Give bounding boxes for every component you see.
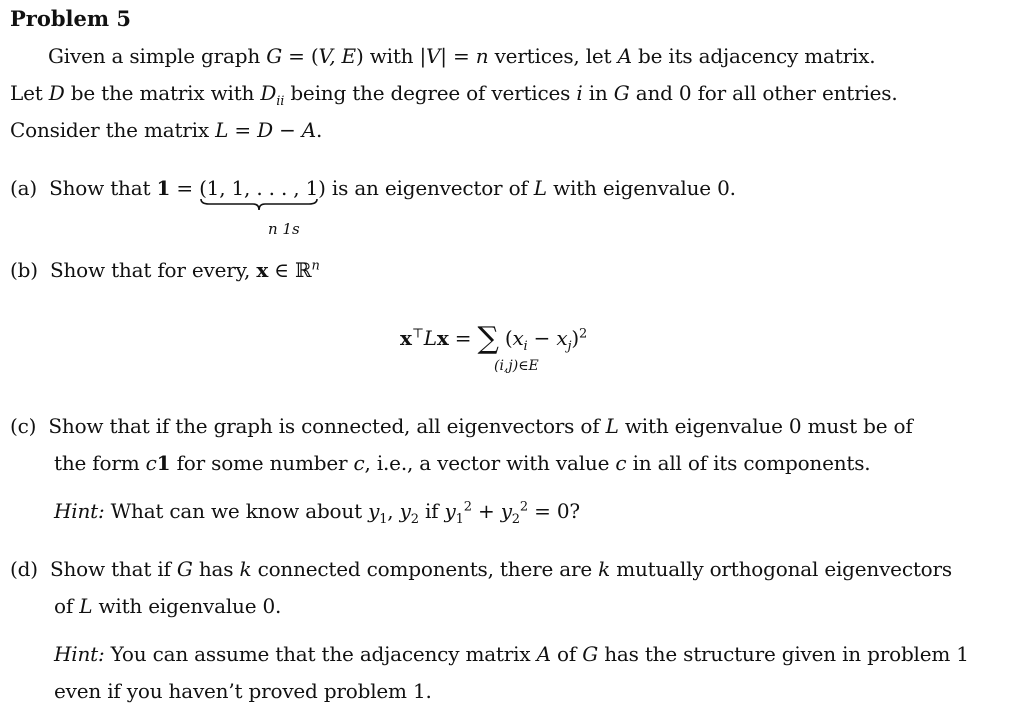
part-d-text: connected components, there are <box>257 557 592 581</box>
part-d-line-1: (d) Show that if G has k connected components, there are k mutually orthogonal eigenvectors <box>10 557 952 581</box>
part-a: (a) Show that 1 = (1, 1, . . . , 1) is an eigenvector of L with eigenvalue 0. <box>10 176 736 200</box>
intro-text: Given a simple graph <box>48 44 261 68</box>
part-a-text: with eigenvalue 0. <box>553 176 736 200</box>
intro-text: be the matrix with <box>70 81 255 105</box>
part-d-line-2: of L with eigenvalue 0. <box>54 594 282 618</box>
hint-text: What can we know about <box>110 499 362 523</box>
part-c-text: Show that if the graph is connected, all eigenvectors of <box>48 414 600 438</box>
intro-text: with <box>369 44 414 68</box>
part-a-text: Show that <box>49 176 151 200</box>
part-c-text: for some number <box>176 451 348 475</box>
ones-vector-text: (1, 1, . . . , 1) <box>199 176 326 200</box>
part-c-line-2: the form c1 for some number c, i.e., a vector with value c in all of its components. <box>54 451 871 475</box>
problem-title: Problem 5 <box>10 6 132 31</box>
hint-text: You can assume that the adjacency matrix <box>110 642 531 666</box>
part-d-hint-line-2: even if you haven’t proved problem 1. <box>54 679 432 703</box>
ones-vector <box>199 176 326 200</box>
intro-text: being the degree of vertices <box>290 81 571 105</box>
hint-text: if <box>424 499 439 523</box>
part-c-text: , i.e., a vector with value <box>364 451 610 475</box>
hint-label: Hint: <box>54 642 105 666</box>
part-d-label: (d) <box>10 557 38 581</box>
part-c-text: the form <box>54 451 140 475</box>
part-b-text: Show that for every, <box>49 258 251 282</box>
intro-text: Let <box>10 81 43 105</box>
part-b-label: (b) <box>10 258 38 282</box>
underbrace-icon <box>199 198 319 212</box>
summation-subscript: (i,j)∈E <box>494 358 539 374</box>
brace-label: n 1s <box>268 220 300 238</box>
part-d-text: mutually orthogonal eigenvectors <box>616 557 952 581</box>
part-c-text: in all of its components. <box>632 451 871 475</box>
part-c-line-1: (c) Show that if the graph is connected, all eigenvectors of L with eigenvalue 0 must be of <box>10 414 913 438</box>
part-a-label: (a) <box>10 176 37 200</box>
hint-text: of <box>557 642 577 666</box>
intro-text: be its adjacency matrix. <box>638 44 876 68</box>
quadratic-form-equation: x⊤Lx = ∑ $(x_i - x_j)^2$ <box>400 321 588 356</box>
part-b: (b) Show that for every, x ∈ ℝ$^n$ <box>10 258 320 282</box>
summation-icon: ∑ <box>477 321 499 356</box>
part-d-text: has <box>198 557 234 581</box>
part-d-hint-line-1: Hint: You can assume that the adjacency matrix A of G has the structure given in problem 1 <box>54 642 969 666</box>
part-d-text: Show that if <box>49 557 171 581</box>
part-c-text: with eigenvalue 0 must be of <box>624 414 913 438</box>
part-c-hint: Hint: What can we know about $y_1$, $y_2$ if $y_1^2 + y_2^2 = 0$? <box>54 499 580 527</box>
intro-text: in <box>588 81 608 105</box>
intro-text: Consider the matrix <box>10 118 209 142</box>
intro-line-1: Given a simple graph G = (V, E) with |V| = n vertices, let A be its adjacency matrix. <box>48 44 876 68</box>
intro-line-2: Let D be the matrix with $D_{ii}$ being the degree of vertices i in G and 0 for all other entries. <box>10 81 898 109</box>
part-d-text: with eigenvalue 0. <box>98 594 282 618</box>
intro-text: vertices, let <box>494 44 612 68</box>
part-c-label: (c) <box>10 414 37 438</box>
part-d-text: of <box>54 594 74 618</box>
hint-text: has the structure given in problem 1 <box>604 642 969 666</box>
hint-label: Hint: <box>54 499 105 523</box>
intro-text: and 0 for all other entries. <box>635 81 898 105</box>
intro-line-3: Consider the matrix L = D − A. <box>10 118 323 142</box>
part-a-text: is an eigenvector of <box>331 176 528 200</box>
